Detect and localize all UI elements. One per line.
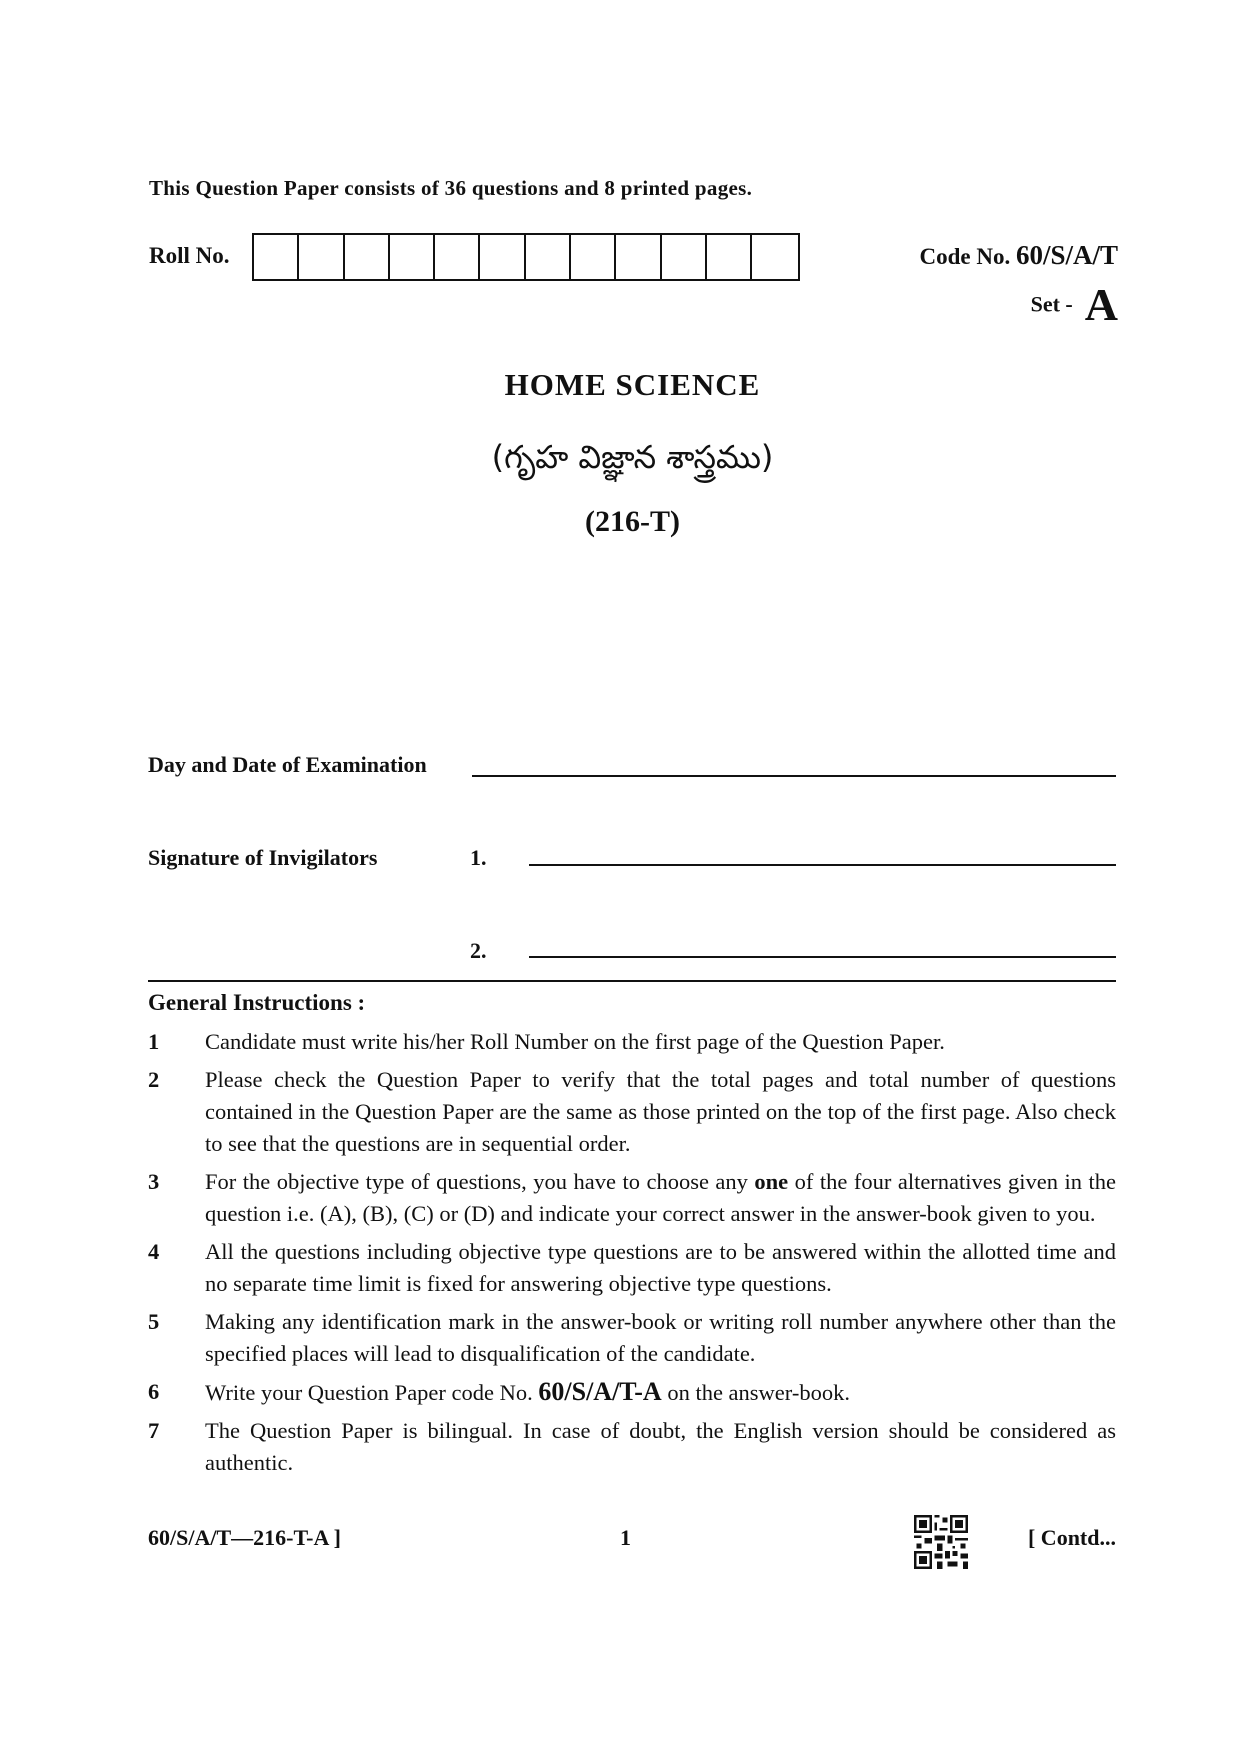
instruction-text-part: on the answer-book. <box>661 1380 850 1405</box>
instruction-text: Please check the Question Paper to verify that the total pages and total number of questions contained in the Question Paper are the same as those printed on the top of the first page. Also check to see that the questions are in sequential order. <box>205 1067 1116 1156</box>
footer-paper-code: 60/S/A/T—216-T-A ] <box>148 1525 341 1550</box>
instruction-number: 4 <box>148 1239 160 1264</box>
set-label: Set - <box>1030 291 1073 317</box>
roll-number-box[interactable] <box>662 235 707 279</box>
roll-number-box[interactable] <box>345 235 390 279</box>
set-value: A <box>1084 279 1118 330</box>
instruction-text: All the questions including objective type questions are to be answered within the allotted time and no separate time limit is fixed for answering objective type questions. <box>205 1239 1116 1296</box>
instruction-text: The Question Paper is bilingual. In case of doubt, the English version should be considered as authentic. <box>205 1418 1116 1475</box>
invigilator-1-label: 1. <box>470 845 487 870</box>
set-indicator <box>1031 278 1118 331</box>
instruction-number: 5 <box>148 1309 160 1334</box>
subject-title-telugu: (గృహ విజ్ఞాన శాస్త్రము) <box>491 438 774 476</box>
subject-title: HOME SCIENCE <box>504 367 761 402</box>
roll-number-box[interactable] <box>752 235 797 279</box>
instruction-item <box>148 1236 1116 1300</box>
roll-number-box[interactable] <box>480 235 525 279</box>
roll-number-boxes[interactable] <box>252 233 800 281</box>
exam-date-line[interactable] <box>472 775 1116 777</box>
invigilator-1-line[interactable] <box>529 864 1116 866</box>
instruction-number: 7 <box>148 1418 160 1443</box>
instruction-text: Making any identification mark in the answer-book or writing roll number anywhere other than the specified places will lead to disqualification of the candidate. <box>205 1309 1116 1366</box>
roll-number-box[interactable] <box>707 235 752 279</box>
course-code: (216-T) <box>585 505 680 538</box>
invigilators-label: Signature of Invigilators <box>148 845 378 870</box>
roll-number-box[interactable] <box>299 235 344 279</box>
instruction-number: 6 <box>148 1379 160 1404</box>
instruction-item <box>148 1306 1116 1370</box>
code-number <box>919 240 1118 271</box>
roll-number-box[interactable] <box>390 235 435 279</box>
page-number: 1 <box>620 1525 631 1550</box>
instruction-text <box>205 1166 1116 1230</box>
instruction-item <box>148 1166 1116 1230</box>
roll-number-box[interactable] <box>616 235 661 279</box>
instruction-text-part: of the four alternatives given in the question i.e. (A), (B), (C) or (D) and indicate your correct answer in the answer-book given to you. <box>205 1169 1116 1226</box>
roll-number-box[interactable] <box>571 235 616 279</box>
instructions-list <box>148 1026 1116 1485</box>
instruction-number: 1 <box>148 1029 160 1054</box>
roll-number-box[interactable] <box>526 235 571 279</box>
instructions-heading: General Instructions : <box>148 990 366 1015</box>
instruction-number: 3 <box>148 1169 160 1194</box>
roll-number-box[interactable] <box>254 235 299 279</box>
instruction-number: 2 <box>148 1067 160 1092</box>
instruction-text: Candidate must write his/her Roll Number on the first page of the Question Paper. <box>205 1029 945 1054</box>
exam-date-label: Day and Date of Examination <box>148 752 427 777</box>
roll-number-box[interactable] <box>435 235 480 279</box>
roll-number-label: Roll No. <box>149 243 230 268</box>
instruction-text <box>205 1376 1116 1409</box>
code-value: 60/S/A/T <box>1015 240 1118 270</box>
instruction-item <box>148 1064 1116 1160</box>
invigilator-2-line[interactable] <box>529 956 1116 958</box>
qr-code-icon <box>914 1515 968 1569</box>
instruction-item <box>148 1026 1116 1058</box>
divider-rule <box>148 980 1116 982</box>
instruction-emphasis: one <box>754 1169 789 1194</box>
instruction-code: 60/S/A/T-A <box>538 1377 662 1406</box>
continued-label: [ Contd... <box>1027 1525 1116 1550</box>
instruction-text-part: For the objective type of questions, you have to choose any <box>205 1169 755 1194</box>
invigilator-2-label: 2. <box>470 938 487 963</box>
code-label: Code No. <box>919 244 1011 269</box>
instruction-item <box>148 1415 1116 1479</box>
instruction-text-part: Write your Question Paper code No. <box>205 1380 539 1405</box>
paper-summary: This Question Paper consists of 36 questions and 8 printed pages. <box>149 176 753 200</box>
instruction-item <box>148 1376 1116 1409</box>
